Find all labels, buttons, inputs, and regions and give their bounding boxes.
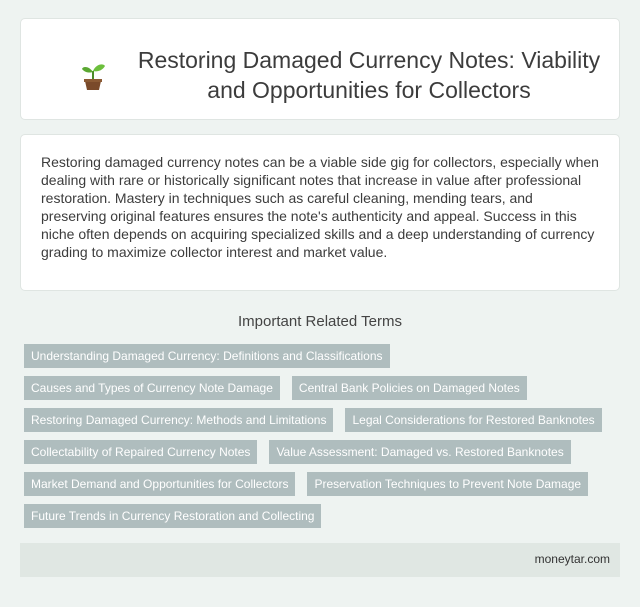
sprout-icon	[79, 59, 107, 91]
related-terms-list	[24, 344, 624, 536]
term-tag[interactable]: Causes and Types of Currency Note Damage	[24, 376, 280, 400]
term-tag[interactable]: Collectability of Repaired Currency Notes	[24, 440, 257, 464]
term-tag[interactable]: Market Demand and Opportunities for Collectors	[24, 472, 295, 496]
site-name[interactable]: moneytar.com	[534, 552, 610, 566]
related-terms-heading: Important Related Terms	[238, 313, 402, 330]
intro-paragraph: Restoring damaged currency notes can be a viable side gig for collectors, especially when dealing with rare or historically significant notes that increase in value after professional restoration. Mastery in techniques such as careful cleaning, mending tears, and preserving original features ensures the note's authenticity and appeal. Success in this niche often depends on acquiring specialized skills and a deep understanding of currency grading to maximize collector interest and market value.	[41, 154, 599, 260]
term-tag[interactable]: Future Trends in Currency Restoration and Collecting	[24, 504, 321, 528]
intro-card	[20, 134, 620, 291]
term-tag[interactable]: Legal Considerations for Restored Banknotes	[345, 408, 601, 432]
term-tag[interactable]: Preservation Techniques to Prevent Note Damage	[307, 472, 588, 496]
term-tag[interactable]: Value Assessment: Damaged vs. Restored Banknotes	[269, 440, 570, 464]
title-card	[20, 18, 620, 120]
term-tag[interactable]: Central Bank Policies on Damaged Notes	[292, 376, 527, 400]
term-tag[interactable]: Restoring Damaged Currency: Methods and Limitations	[24, 408, 333, 432]
term-tag[interactable]: Understanding Damaged Currency: Definitions and Classifications	[24, 344, 390, 368]
footer	[20, 543, 620, 577]
page-title: Restoring Damaged Currency Notes: Viability and Opportunities for Collectors	[137, 47, 601, 103]
